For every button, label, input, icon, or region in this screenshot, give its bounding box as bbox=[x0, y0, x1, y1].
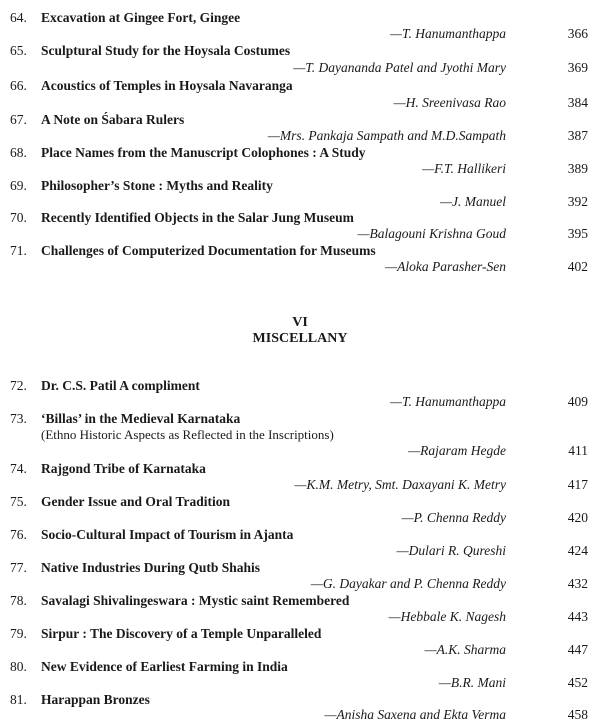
entry-author: —T. Dayananda Patel and Jyothi Mary bbox=[293, 60, 506, 75]
entry-author: —K.M. Metry, Smt. Daxayani K. Metry bbox=[294, 477, 506, 492]
entry-author: —J. Manuel bbox=[440, 194, 506, 209]
section-numeral: VI bbox=[292, 315, 308, 330]
section-title: MISCELLANY bbox=[252, 331, 348, 346]
entry-number: 79. bbox=[10, 626, 27, 641]
entry-author: —H. Sreenivasa Rao bbox=[393, 95, 506, 110]
entry-number: 80. bbox=[10, 659, 27, 674]
entry-title: A Note on Śabara Rulers bbox=[41, 112, 185, 127]
entry-page: 395 bbox=[567, 226, 588, 241]
entry-page: 384 bbox=[567, 95, 588, 110]
entry-title: Rajgond Tribe of Karnataka bbox=[41, 461, 206, 476]
entry-author: —Aloka Parasher-Sen bbox=[385, 259, 506, 274]
entry-page: 447 bbox=[567, 642, 588, 657]
entry-author: —G. Dayakar and P. Chenna Reddy bbox=[310, 576, 506, 591]
entry-page: 452 bbox=[567, 675, 588, 690]
entry-page: 402 bbox=[567, 259, 588, 274]
entry-title: Socio-Cultural Impact of Tourism in Ajanta bbox=[41, 527, 294, 542]
entry-number: 81. bbox=[10, 692, 27, 707]
entry-author: —Anisha Saxena and Ekta Verma bbox=[324, 707, 506, 722]
entry-number: 77. bbox=[10, 560, 27, 575]
entry-number: 78. bbox=[10, 593, 27, 608]
entry-number: 74. bbox=[10, 461, 27, 476]
entry-author: —Mrs. Pankaja Sampath and M.D.Sampath bbox=[267, 128, 506, 143]
entry-page: 411 bbox=[568, 443, 588, 458]
entry-page: 366 bbox=[567, 26, 588, 41]
entry-title: Challenges of Computerized Documentation for Museums bbox=[41, 243, 376, 258]
entry-author: —Hebbale K. Nagesh bbox=[388, 609, 506, 624]
entry-title: Harappan Bronzes bbox=[41, 692, 150, 707]
entry-title: Gender Issue and Oral Tradition bbox=[41, 494, 231, 509]
entry-author: —T. Hanumanthappa bbox=[389, 394, 506, 409]
entry-title: New Evidence of Earliest Farming in India bbox=[41, 659, 288, 674]
entry-title: ‘Billas’ in the Medieval Karnataka bbox=[41, 411, 241, 426]
entry-page: 424 bbox=[567, 543, 588, 558]
entry-number: 76. bbox=[10, 527, 27, 542]
entry-number: 73. bbox=[10, 411, 27, 426]
entry-title: Excavation at Gingee Fort, Gingee bbox=[41, 10, 241, 25]
entry-author: —A.K. Sharma bbox=[424, 642, 506, 657]
entry-page: 369 bbox=[567, 60, 588, 75]
entry-page: 443 bbox=[567, 609, 588, 624]
entry-number: 69. bbox=[10, 178, 27, 193]
entry-page: 417 bbox=[567, 477, 588, 492]
entry-title: Savalagi Shivalingeswara : Mystic saint Remembered bbox=[41, 593, 350, 608]
entry-title: Philosopher’s Stone : Myths and Reality bbox=[41, 178, 273, 193]
entry-author: —Dulari R. Qureshi bbox=[396, 543, 506, 558]
entry-page: 432 bbox=[567, 576, 588, 591]
entry-number: 75. bbox=[10, 494, 27, 509]
entry-author: —T. Hanumanthappa bbox=[389, 26, 506, 41]
entry-page: 387 bbox=[567, 128, 588, 143]
entry-title: Sirpur : The Discovery of a Temple Unparalleled bbox=[41, 626, 322, 641]
entry-subtitle: (Ethno Historic Aspects as Reflected in the Inscriptions) bbox=[41, 427, 334, 442]
entry-title: Dr. C.S. Patil A compliment bbox=[41, 378, 200, 393]
entry-author: —Balagouni Krishna Goud bbox=[357, 226, 506, 241]
entry-title: Recently Identified Objects in the Salar Jung Museum bbox=[41, 210, 354, 225]
entry-title: Native Industries During Qutb Shahis bbox=[41, 560, 261, 575]
entry-page: 389 bbox=[567, 161, 588, 176]
entry-author: —P. Chenna Reddy bbox=[401, 510, 506, 525]
entry-number: 72. bbox=[10, 378, 27, 393]
entry-number: 68. bbox=[10, 145, 27, 160]
entry-number: 70. bbox=[10, 210, 27, 225]
entry-page: 458 bbox=[567, 707, 588, 722]
entry-number: 66. bbox=[10, 78, 27, 93]
entry-author: —Rajaram Hegde bbox=[408, 443, 506, 458]
entry-number: 64. bbox=[10, 10, 27, 25]
entry-title: Acoustics of Temples in Hoysala Navaranga bbox=[41, 78, 293, 93]
entry-title: Place Names from the Manuscript Colophones : A Study bbox=[41, 145, 366, 160]
entry-page: 420 bbox=[567, 510, 588, 525]
entry-page: 409 bbox=[567, 394, 588, 409]
entry-number: 67. bbox=[10, 112, 27, 127]
entry-number: 71. bbox=[10, 243, 27, 258]
entry-author: —B.R. Mani bbox=[438, 675, 506, 690]
entry-author: —F.T. Hallikeri bbox=[422, 161, 506, 176]
entry-title: Sculptural Study for the Hoysala Costumes bbox=[41, 43, 291, 58]
entry-page: 392 bbox=[567, 194, 588, 209]
entry-number: 65. bbox=[10, 43, 27, 58]
